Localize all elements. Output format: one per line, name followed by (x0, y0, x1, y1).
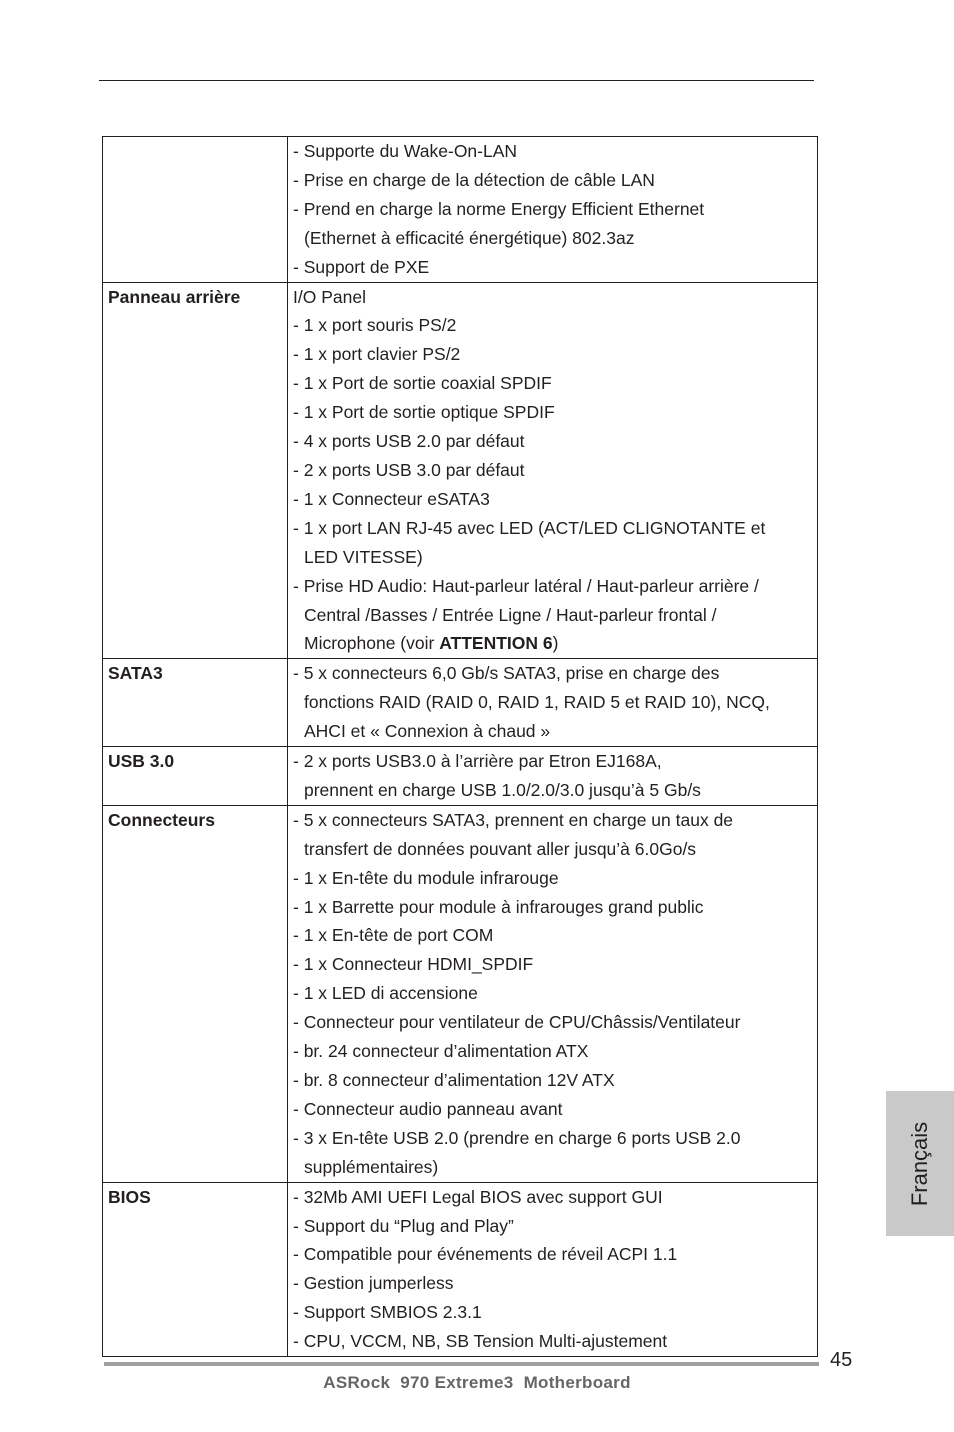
footer-rule (104, 1362, 819, 1366)
spec-line: (Ethernet à efficacité énergétique) 802.3az (304, 227, 635, 248)
table-row (103, 282, 818, 659)
spec-line: - Supporte du Wake-On-LAN (293, 141, 518, 161)
row-label: BIOS (108, 1186, 151, 1207)
spec-line: - Connecteur pour ventilateur de CPU/Châssis/Ventilateur (293, 1012, 741, 1033)
table-row (103, 805, 818, 1182)
spec-line: - 1 x port souris PS/2 (293, 315, 457, 336)
row-value-cell (288, 137, 818, 283)
attention-prefix: Microphone (voir (304, 633, 440, 654)
table-row (103, 659, 818, 747)
spec-line: - 2 x ports USB3.0 à l’arrière par Etron EJ168A, (293, 751, 662, 772)
spec-line: Central /Basses / Entrée Ligne / Haut-parleur frontal / (304, 604, 717, 625)
page-number: 45 (830, 1349, 853, 1371)
row-value-cell (288, 1182, 818, 1356)
spec-line: - 32Mb AMI UEFI Legal BIOS avec support GUI (293, 1186, 663, 1207)
spec-line: - 1 x LED di accensione (293, 983, 478, 1004)
spec-line: - Gestion jumperless (293, 1273, 454, 1294)
row-value-cell (288, 282, 818, 659)
spec-line: - Compatible pour événements de réveil ACPI 1.1 (293, 1244, 678, 1265)
spec-line: I/O Panel (293, 286, 366, 307)
spec-line: AHCI et « Connexion à chaud » (304, 721, 551, 742)
spec-line-attention (288, 629, 817, 658)
row-label: Panneau arrière (108, 286, 241, 307)
top-rule (99, 80, 814, 81)
spec-line: transfert de données pouvant aller jusqu’à 6.0Go/s (304, 838, 697, 859)
spec-line: - Prend en charge la norme Energy Efficient Ethernet (293, 198, 705, 219)
table-row (103, 747, 818, 806)
spec-line: supplémentaires) (304, 1156, 439, 1177)
attention-suffix: ) (552, 633, 559, 654)
spec-line: - 1 x Port de sortie coaxial SPDIF (293, 373, 552, 394)
spec-line: - 1 x En-tête de port COM (293, 925, 494, 946)
spec-line: - Support du “Plug and Play” (293, 1215, 514, 1236)
row-value-cell (288, 659, 818, 747)
spec-line: - 1 x Connecteur HDMI_SPDIF (293, 954, 534, 975)
row-label-cell (103, 1182, 288, 1356)
row-label-cell (103, 747, 288, 806)
spec-line: - Connecteur audio panneau avant (293, 1098, 563, 1119)
spec-line: - 5 x connecteurs 6,0 Gb/s SATA3, prise en charge des (293, 663, 720, 684)
spec-line: - 3 x En-tête USB 2.0 (prendre en charge 6 ports USB 2.0 (293, 1127, 741, 1148)
row-label-cell (103, 659, 288, 747)
table-row (103, 137, 818, 283)
spec-line: - 1 x Port de sortie optique SPDIF (293, 402, 555, 423)
spec-line: - br. 24 connecteur d’alimentation ATX (293, 1041, 589, 1062)
row-label: SATA3 (108, 663, 163, 684)
spec-line: - 1 x Barrette pour module à infrarouges grand public (293, 896, 704, 917)
spec-line: prennent en charge USB 1.0/2.0/3.0 jusqu’à 5 Gb/s (304, 779, 701, 800)
spec-line: - 1 x En-tête du module infrarouge (293, 867, 559, 888)
row-label-cell (103, 282, 288, 659)
language-tab-label: Français (907, 1121, 932, 1206)
spec-line: fonctions RAID (RAID 0, RAID 1, RAID 5 et RAID 10), NCQ, (304, 692, 770, 713)
row-label: Connecteurs (108, 809, 215, 830)
spec-line: - Support de PXE (293, 256, 430, 277)
row-label: USB 3.0 (108, 751, 175, 772)
spec-line: - Prise en charge de la détection de câble LAN (293, 169, 655, 190)
spec-line: - 1 x Connecteur eSATA3 (293, 488, 490, 509)
attention-note: ATTENTION 6 (439, 633, 553, 654)
spec-line: - Prise HD Audio: Haut-parleur latéral / Haut-parleur arrière / (293, 575, 759, 596)
footer-title: ASRock 970 Extreme3 Motherboard (323, 1373, 631, 1392)
spec-line: - br. 8 connecteur d’alimentation 12V ATX (293, 1070, 615, 1090)
table-row (103, 1182, 818, 1356)
row-label-cell (103, 137, 288, 283)
row-label-cell (103, 805, 288, 1182)
row-value-cell (288, 747, 818, 806)
language-tab (886, 1091, 954, 1236)
spec-line: - 5 x connecteurs SATA3, prennent en charge un taux de (293, 809, 734, 830)
spec-line: - 4 x ports USB 2.0 par défaut (293, 431, 525, 452)
spec-line: - 1 x port LAN RJ-45 avec LED (ACT/LED CLIGNOTANTE et (293, 517, 766, 538)
row-value-cell (288, 805, 818, 1182)
spec-table (102, 136, 818, 1357)
spec-line: - 1 x port clavier PS/2 (293, 344, 461, 365)
spec-line: - CPU, VCCM, NB, SB Tension Multi-ajustement (293, 1331, 668, 1352)
spec-line: - 2 x ports USB 3.0 par défaut (293, 459, 525, 480)
spec-line: LED VITESSE) (304, 546, 423, 567)
spec-line: - Support SMBIOS 2.3.1 (293, 1302, 482, 1323)
